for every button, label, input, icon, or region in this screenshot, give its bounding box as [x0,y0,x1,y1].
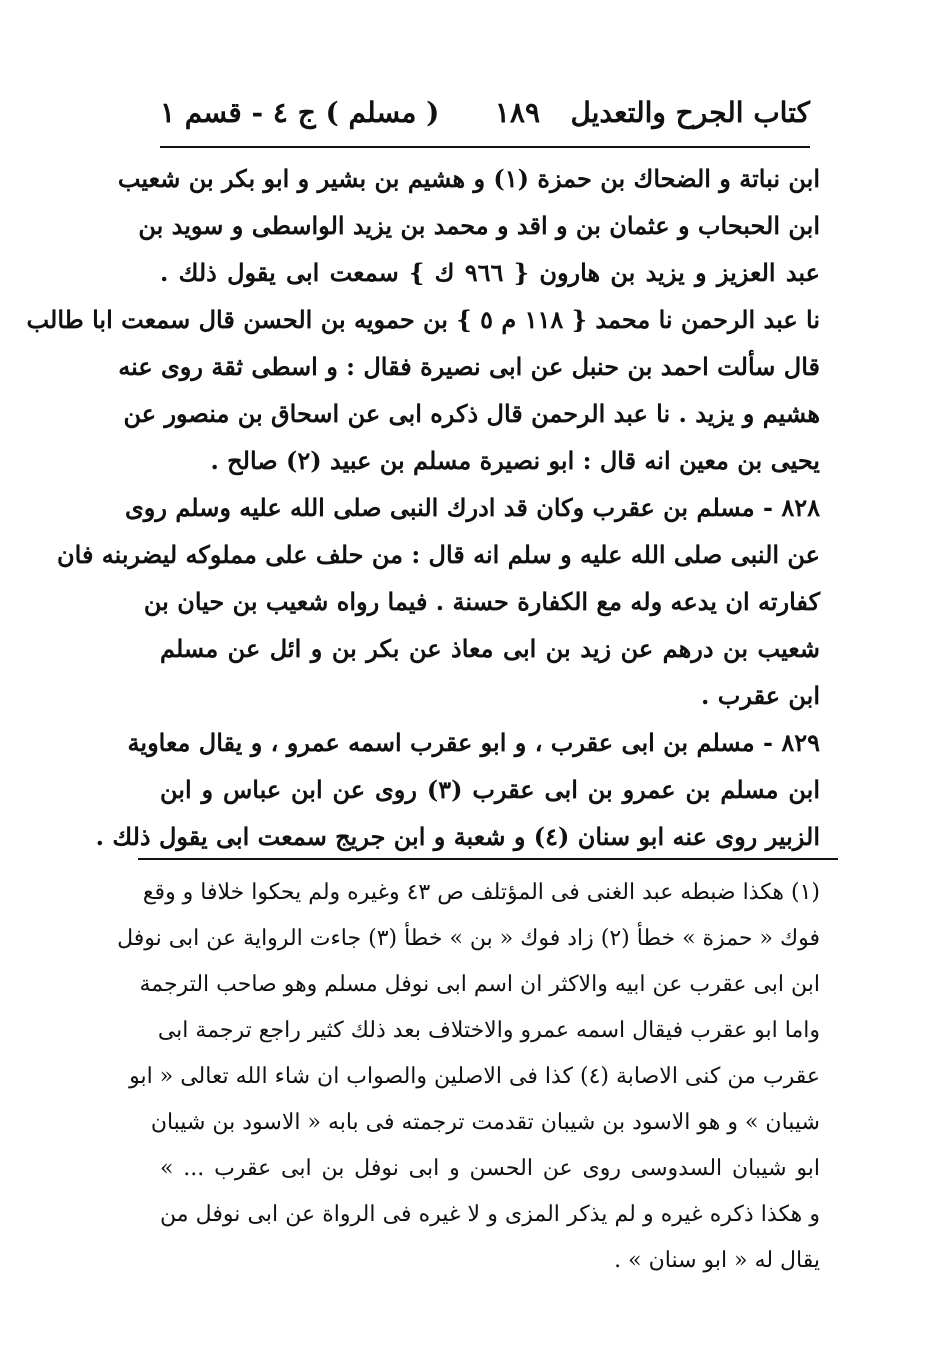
text-line: نا عبد الرحمن نا محمد { ١١٨ م ٥ } بن حمويه بن الحسن قال سمعت ابا طالب [26,305,820,334]
footnotes [117,870,820,1284]
entry-828-line: ٨٢٨ - مسلم بن عقرب وكان قد ادرك النبى صلى الله عليه وسلم روى [125,493,820,522]
footnote-line: ابن ابى عقرب عن ابيه والاكثر ان اسم ابى نوفل مسلم وهو صاحب الترجمة [139,972,820,997]
text-line: هشيم و يزيد . نا عبد الرحمن قال ذكره ابى عن اسحاق بن منصور عن [123,399,820,428]
footnote-line: فوك « حمزة » خطأ (٢) زاد فوك « بن » خطأ (٣) جاءت الرواية عن ابى نوفل [117,926,820,951]
text-line: عن النبى صلى الله عليه و سلم انه قال : من حلف على مملوكه ليضربنه فان [57,540,820,569]
text-line: ابن مسلم بن عمرو بن ابى عقرب (٣) روى عن ابن عباس و ابن [160,775,820,804]
text-line: الزبير روى عنه ابو سنان (٤) و شعبة و ابن جريج سمعت ابى يقول ذلك . [95,822,820,851]
volume-label: ( مسلم ) ج ٤ - قسم ١ [160,96,440,129]
text-line: ابن نباتة و الضحاك بن حمزة (١) و هشيم بن بشير و ابو بكر بن شعيب [117,164,820,193]
text-line: قال سألت احمد بن حنبل عن ابى نصيرة فقال : و اسطى ثقة روى عنه [118,352,820,381]
entry-829-line: ٨٢٩ - مسلم بن ابى عقرب ، و ابو عقرب اسمه عمرو ، و يقال معاوية [127,728,820,757]
footnote-line: (١) هكذا ضبطه عبد الغنى فى المؤتلف ص ٤٣ وغيره ولم يحكوا خلافا و وقع [142,880,820,905]
footnote-line: عقرب من كنى الاصابة (٤) كذا فى الاصلين والصواب ان شاء الله تعالى « ابو [129,1064,820,1089]
footnote-divider [138,858,838,860]
text-line: يحيى بن معين انه قال : ابو نصيرة مسلم بن عبيد (٢) صالح . [210,446,820,475]
text-line: شعيب بن درهم عن زيد بن ابى معاذ عن بكر بن و ائل عن مسلم [160,634,820,663]
text-line: ابن الحبحاب و عثمان بن و اقد و محمد بن يزيد الواسطى و سويد بن [138,211,820,240]
header-divider [160,146,810,148]
main-text [26,155,820,860]
page-header [160,92,810,138]
footnote-line: واما ابو عقرب فيقال اسمه عمرو والاختلاف بعد ذلك كثير راجع ترجمة ابى [157,1018,820,1043]
footnote-line: يقال له « ابو سنان » . [614,1248,820,1273]
footnote-line: و هكذا ذكره غيره و لم يذكر المزى و لا غيره فى الرواة عن ابى نوفل من [160,1202,820,1227]
text-line: كفارته ان يدعه وله مع الكفارة حسنة . فيما رواه شعيب بن حيان بن [143,587,820,616]
footnote-line: شيبان » و هو الاسود بن شيبان تقدمت ترجمته فى بابه « الاسود بن شيبان [150,1110,820,1135]
text-line: ابن عقرب . [701,681,820,710]
footnote-line: ابو شيبان السدوسى روى عن الحسن و ابى نوفل بن ابى عقرب ... » [160,1156,820,1181]
page-number: ١٨٩ [494,96,540,129]
text-line: عبد العزيز و يزيد بن هارون { ٩٦٦ ك } سمعت ابى يقول ذلك . [160,258,820,287]
book-title: كتاب الجرح والتعديل [570,96,810,129]
